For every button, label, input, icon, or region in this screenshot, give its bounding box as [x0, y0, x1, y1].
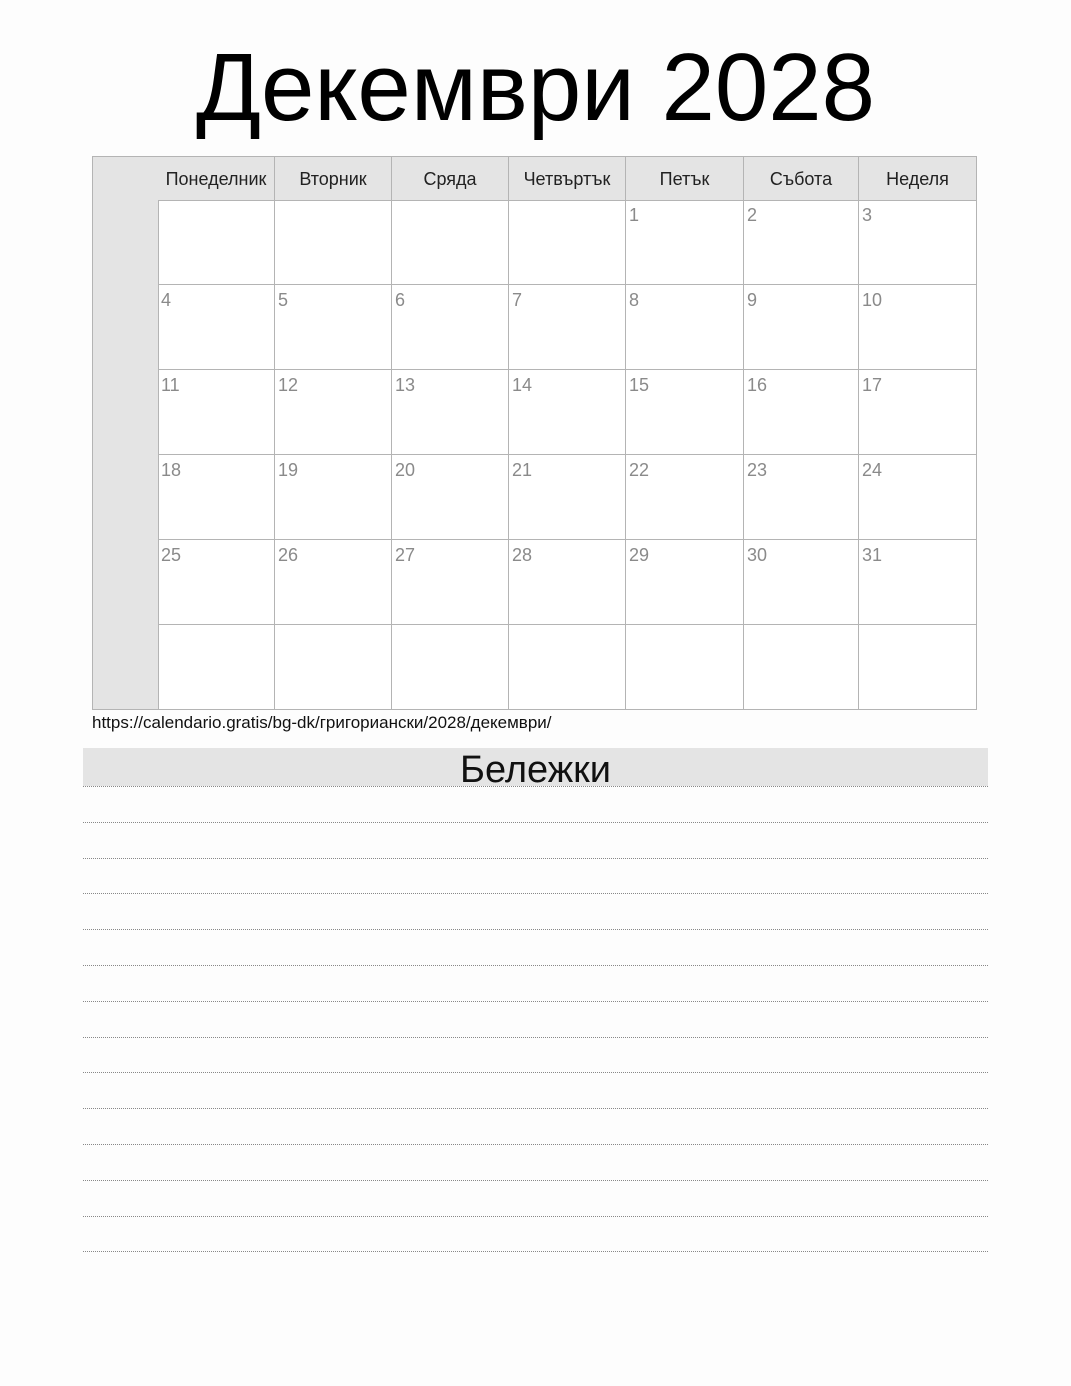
day-number: 5: [278, 290, 289, 310]
day-number: 30: [747, 545, 768, 565]
day-cell[interactable]: [509, 625, 626, 710]
day-number: 16: [747, 375, 768, 395]
note-line[interactable]: [83, 893, 988, 894]
day-cell[interactable]: [744, 200, 859, 284]
weekday-header: Неделя: [886, 169, 949, 189]
week-row: [158, 625, 976, 710]
day-number: 7: [512, 290, 523, 310]
day-number: 24: [862, 460, 883, 480]
day-cell[interactable]: [859, 285, 976, 369]
day-number: 28: [512, 545, 533, 565]
day-number: 6: [395, 290, 406, 310]
day-number: 26: [278, 545, 299, 565]
day-cell[interactable]: [158, 285, 275, 369]
note-line[interactable]: [83, 1251, 988, 1252]
day-number: 1: [629, 205, 640, 225]
note-line[interactable]: [83, 929, 988, 930]
week-number-column: [93, 157, 159, 709]
day-cell[interactable]: [392, 540, 509, 624]
month-grid: [158, 157, 976, 709]
day-number: 31: [862, 545, 883, 565]
day-cell[interactable]: [275, 540, 392, 624]
day-number: 2: [747, 205, 758, 225]
week-row: [158, 370, 976, 455]
weekday-header: Петък: [626, 157, 744, 200]
day-cell[interactable]: [275, 285, 392, 369]
day-cell[interactable]: [158, 625, 275, 710]
note-line[interactable]: [83, 1037, 988, 1038]
day-number: 15: [629, 375, 650, 395]
day-cell[interactable]: [744, 625, 859, 710]
day-number: 17: [862, 375, 883, 395]
day-cell[interactable]: [744, 370, 859, 454]
note-line[interactable]: [83, 1216, 988, 1217]
day-cell[interactable]: [859, 455, 976, 539]
day-cell[interactable]: [158, 370, 275, 454]
note-line[interactable]: [83, 1001, 988, 1002]
day-cell[interactable]: [859, 370, 976, 454]
day-cell[interactable]: [744, 540, 859, 624]
calendar-grid: [92, 156, 977, 710]
notes-heading: Бележки: [83, 748, 988, 786]
note-line[interactable]: [83, 1144, 988, 1145]
day-number: 22: [629, 460, 650, 480]
weekday-header: Понеделник: [158, 157, 275, 200]
day-cell[interactable]: [859, 200, 976, 284]
note-line[interactable]: [83, 822, 988, 823]
day-cell[interactable]: [626, 285, 744, 369]
weekday-header: Четвъртък: [509, 157, 626, 200]
day-cell[interactable]: [392, 370, 509, 454]
note-line[interactable]: [83, 1108, 988, 1109]
day-number: 9: [747, 290, 758, 310]
day-cell[interactable]: [509, 285, 626, 369]
day-cell[interactable]: [744, 285, 859, 369]
note-line[interactable]: [83, 858, 988, 859]
weekday-header: Събота: [744, 157, 859, 200]
day-cell[interactable]: [626, 540, 744, 624]
day-cell[interactable]: [859, 625, 976, 710]
day-cell[interactable]: [509, 455, 626, 539]
day-cell[interactable]: [509, 370, 626, 454]
day-number: 18: [161, 460, 182, 480]
day-number: 8: [629, 290, 640, 310]
note-line[interactable]: [83, 786, 988, 787]
day-cell[interactable]: [626, 370, 744, 454]
day-number: 21: [512, 460, 533, 480]
week-row: [158, 200, 976, 285]
day-cell[interactable]: [275, 625, 392, 710]
note-line[interactable]: [83, 1180, 988, 1181]
day-number: 11: [161, 375, 180, 395]
week-row: [158, 285, 976, 370]
day-number: 27: [395, 545, 416, 565]
day-cell[interactable]: [626, 200, 744, 284]
note-line[interactable]: [83, 965, 988, 966]
day-cell[interactable]: [509, 200, 626, 284]
day-cell[interactable]: [158, 540, 275, 624]
day-number: 13: [395, 375, 416, 395]
day-cell[interactable]: [275, 370, 392, 454]
week-row: [158, 540, 976, 625]
day-cell[interactable]: [158, 455, 275, 539]
day-number: 29: [629, 545, 650, 565]
week-row: [158, 455, 976, 540]
day-cell[interactable]: [859, 540, 976, 624]
day-cell[interactable]: [275, 200, 392, 284]
day-number: 14: [512, 375, 533, 395]
day-cell[interactable]: [392, 200, 509, 284]
day-cell[interactable]: [158, 200, 275, 284]
weekday-header-row: [158, 157, 976, 201]
day-number: 20: [395, 460, 416, 480]
day-cell[interactable]: [275, 455, 392, 539]
source-url[interactable]: https://calendario.gratis/bg-dk/григориански/2028/декември/: [92, 713, 552, 732]
day-cell[interactable]: [626, 625, 744, 710]
day-number: 25: [161, 545, 182, 565]
day-number: 12: [278, 375, 299, 395]
day-cell[interactable]: [744, 455, 859, 539]
day-cell[interactable]: [626, 455, 744, 539]
note-line[interactable]: [83, 1072, 988, 1073]
day-cell[interactable]: [392, 455, 509, 539]
day-number: 23: [747, 460, 768, 480]
day-number: 3: [862, 205, 873, 225]
day-number: 10: [862, 290, 883, 310]
day-cell[interactable]: [392, 285, 509, 369]
weekday-header: Вторник: [275, 157, 392, 200]
day-cell[interactable]: [509, 540, 626, 624]
day-number: 19: [278, 460, 299, 480]
day-number: 4: [161, 290, 172, 310]
day-cell[interactable]: [392, 625, 509, 710]
weekday-header: Сряда: [392, 157, 509, 200]
page-title: Декември 2028: [195, 34, 876, 141]
